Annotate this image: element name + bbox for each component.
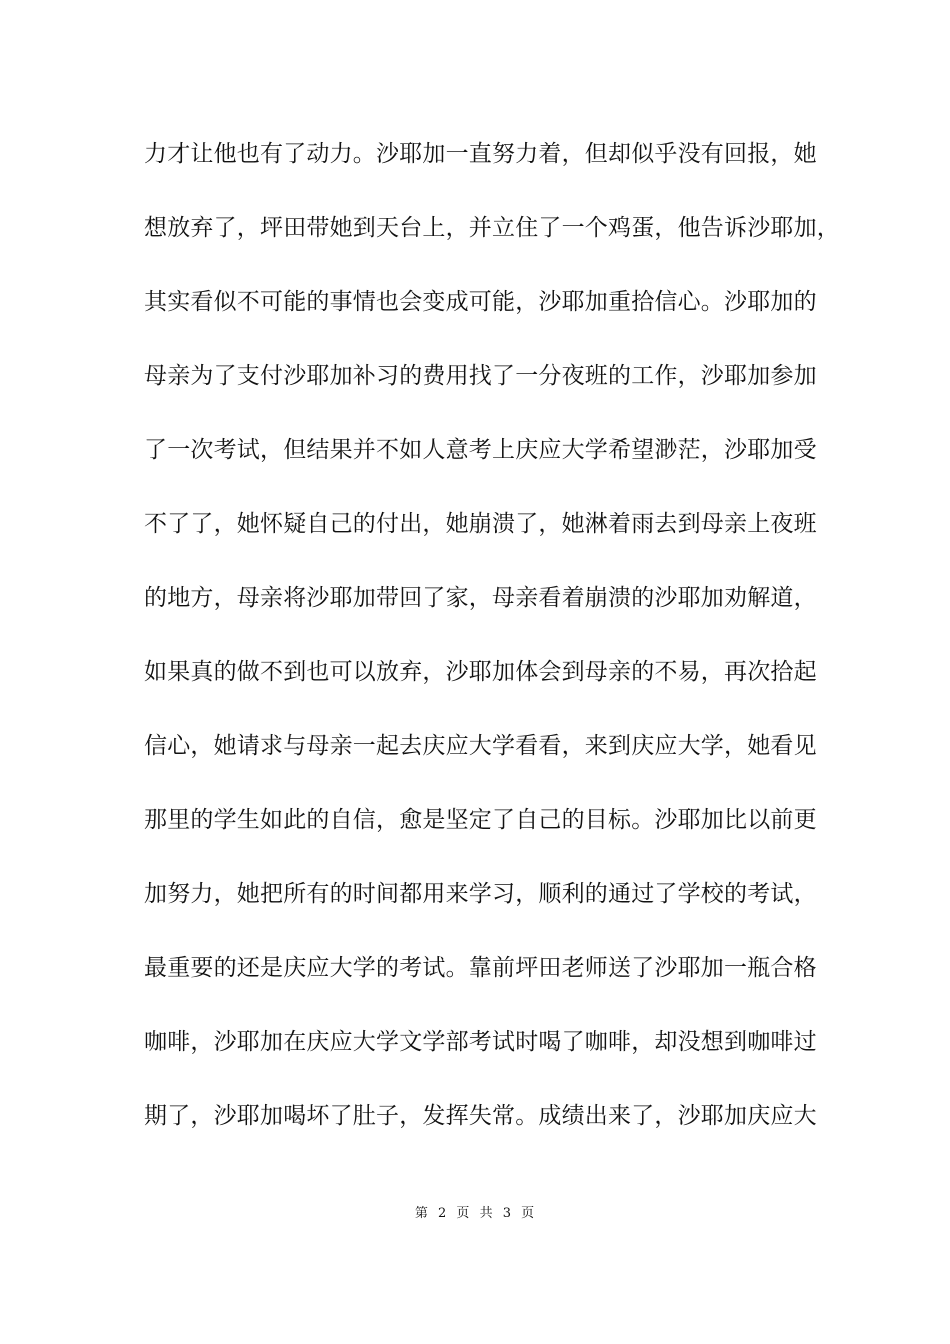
text-line: 期了，沙耶加喝坏了肚子，发挥失常。成绩出来了，沙耶加庆应大 bbox=[144, 1103, 817, 1129]
text-line: 不了了，她怀疑自己的付出，她崩溃了，她淋着雨去到母亲上夜班 bbox=[144, 511, 817, 537]
page-footer bbox=[0, 1206, 950, 1222]
footer-prefix: 第 bbox=[414, 1206, 429, 1221]
text-line: 其实看似不可能的事情也会变成可能，沙耶加重拾信心。沙耶加的 bbox=[144, 289, 817, 315]
text-line: 咖啡，沙耶加在庆应大学文学部考试时喝了咖啡，却没想到咖啡过 bbox=[144, 1029, 817, 1055]
footer-total-prefix: 共 bbox=[479, 1206, 494, 1221]
text-line: 加努力，她把所有的时间都用来学习，顺利的通过了学校的考试， bbox=[144, 881, 817, 907]
text-line: 的地方，母亲将沙耶加带回了家，母亲看着崩溃的沙耶加劝解道， bbox=[144, 585, 817, 611]
text-line: 了一次考试，但结果并不如人意考上庆应大学希望渺茫，沙耶加受 bbox=[144, 437, 817, 463]
body-text bbox=[144, 134, 840, 1170]
footer-total-unit: 页 bbox=[521, 1206, 536, 1221]
text-line: 最重要的还是庆应大学的考试。靠前坪田老师送了沙耶加一瓶合格 bbox=[144, 955, 817, 981]
text-line: 信心，她请求与母亲一起去庆应大学看看，来到庆应大学，她看见 bbox=[144, 733, 817, 759]
footer-page-unit: 页 bbox=[456, 1206, 471, 1221]
text-line: 母亲为了支付沙耶加补习的费用找了一分夜班的工作，沙耶加参加 bbox=[144, 363, 817, 389]
text-line: 想放弃了，坪田带她到天台上，并立住了一个鸡蛋，他告诉沙耶加， bbox=[144, 215, 840, 241]
text-line: 如果真的做不到也可以放弃，沙耶加体会到母亲的不易，再次拾起 bbox=[144, 659, 817, 685]
total-page-count: 3 bbox=[502, 1206, 512, 1221]
text-line: 力才让他也有了动力。沙耶加一直努力着，但却似乎没有回报，她 bbox=[144, 141, 817, 167]
text-line: 那里的学生如此的自信，愈是坚定了自己的目标。沙耶加比以前更 bbox=[144, 807, 817, 833]
current-page-number: 2 bbox=[437, 1206, 448, 1221]
